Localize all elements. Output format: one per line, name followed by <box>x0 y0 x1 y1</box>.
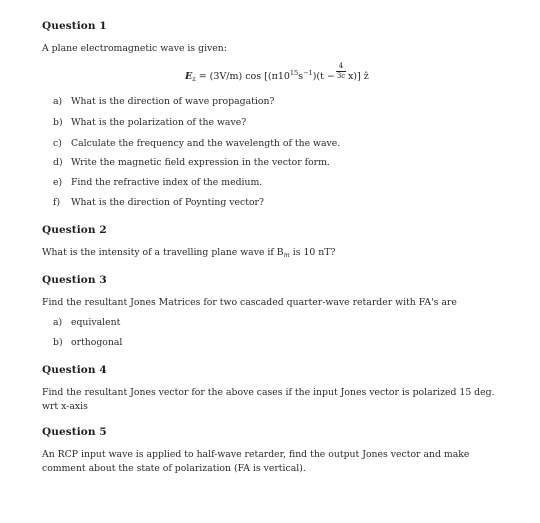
equation-left-part <box>185 71 335 82</box>
item-text: Calculate the frequency and the wavelength of the wave. <box>70 138 341 149</box>
q3-item-a <box>53 317 120 328</box>
equation-part-4: x)] ẑ <box>348 71 369 82</box>
q3-item-b <box>53 337 122 348</box>
item-text: Find the refractive index of the medium. <box>70 177 263 188</box>
item-label: b) <box>53 337 63 348</box>
q1-item-c <box>53 138 340 149</box>
equation-exponent-1: 15 <box>289 69 299 77</box>
item-text: What is the polarization of the wave? <box>70 117 247 128</box>
item-label: d) <box>53 157 63 168</box>
q1-item-b <box>53 117 246 128</box>
question-2-subscript: m <box>283 251 290 259</box>
equation-part-3: )(t − <box>312 71 335 82</box>
item-label: e) <box>53 177 63 188</box>
item-label: c) <box>53 138 62 149</box>
item-label: a) <box>53 96 63 107</box>
item-text: equivalent <box>70 317 121 328</box>
item-text: Write the magnetic field expression in the vector form. <box>70 157 330 168</box>
question-2-text-a: What is the intensity of a travelling plane wave if B <box>42 247 284 258</box>
question-1-intro: A plane electromagnetic wave is given: <box>42 43 227 54</box>
question-5-text: An RCP input wave is applied to half-wave retarder, find the output Jones vector and make comment about the state of polarization (FA is vertical). <box>42 449 470 474</box>
question-5-title: Question 5 <box>42 426 107 438</box>
question-2-title: Question 2 <box>42 224 107 236</box>
fraction-numerator: 4 <box>338 62 344 70</box>
equation-fraction <box>335 62 347 81</box>
item-text: What is the direction of Poynting vector? <box>70 197 264 208</box>
equation-exponent-2: −1 <box>303 69 313 77</box>
question-2-text <box>42 246 512 260</box>
question-4-text: Find the resultant Jones vector for the above cases if the input Jones vector is polarized 15 deg. wrt x-axis <box>42 387 495 412</box>
equation-part-1: = (3V/m) cos [(π10 <box>195 71 290 82</box>
item-text: What is the direction of wave propagation? <box>70 96 275 107</box>
equation-lhs-subscript: z <box>192 75 196 83</box>
equation-lhs: E <box>185 71 193 82</box>
q1-item-a <box>53 96 274 107</box>
q1-item-f <box>53 197 264 208</box>
question-1-title: Question 1 <box>42 20 107 32</box>
item-label: a) <box>53 317 63 328</box>
question-4-title: Question 4 <box>42 364 107 376</box>
q1-item-d <box>53 157 330 168</box>
q1-item-e <box>53 177 262 188</box>
item-label: b) <box>53 117 63 128</box>
item-label: f) <box>53 197 61 208</box>
equation-part-2: s <box>298 71 304 82</box>
item-text: orthogonal <box>70 337 123 348</box>
question-3-title: Question 3 <box>42 274 107 286</box>
question-2-text-b: is 10 nT? <box>289 247 336 258</box>
fraction-denominator: 3c <box>336 72 346 80</box>
question-3-text: Find the resultant Jones Matrices for two cascaded quarter-wave retarder with FA's are <box>42 297 457 308</box>
